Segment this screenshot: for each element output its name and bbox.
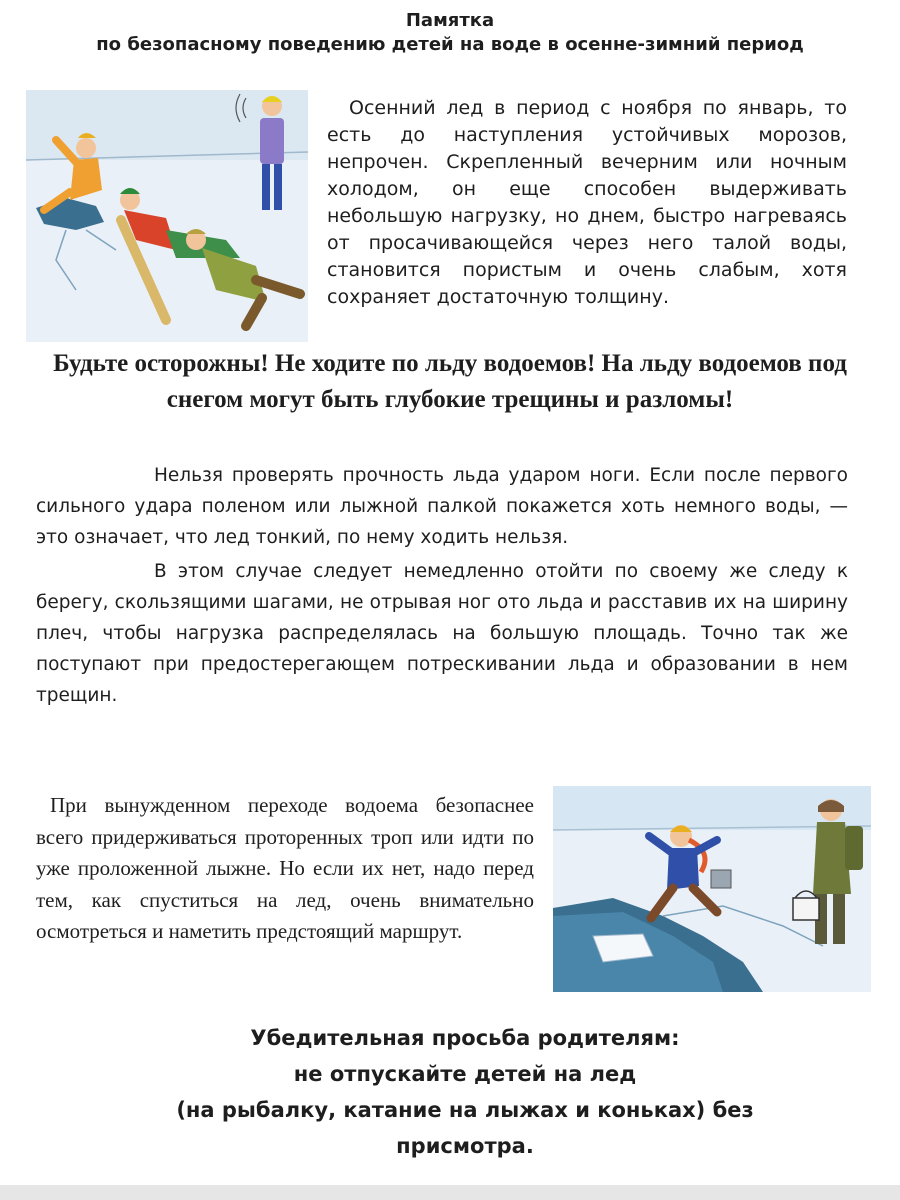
- leaflet-title: Памятка: [405, 10, 495, 31]
- ice-rescue-drawing: [26, 90, 308, 342]
- ice-crack-drawing: [553, 786, 871, 992]
- closing-line-2: не отпускайте детей на лед: [293, 1062, 637, 1086]
- ice-rescue-illustration: [26, 90, 308, 342]
- closing-line-3: (на рыбалку, катание на лыжах и коньках) без: [176, 1098, 754, 1122]
- closing-line-1: Убедительная просьба родителям:: [250, 1026, 680, 1050]
- warning-heading: Будьте осторожны! Не ходите по льду водоемов! На льду водоемов под снегом могут быть глубокие трещины и разломы!: [53, 350, 847, 413]
- ice-crack-illustration: [553, 786, 871, 992]
- crossing-paragraph: При вынужденном переходе водоема безопаснее всего придерживаться проторенных троп или идти по уже проложенной лыжне. Но если их нет, надо перед тем, как спуститься на лед, очень внимательно осмотреться и наметить предстоящий маршрут.: [36, 793, 534, 943]
- page-bottom-bar: [0, 1185, 900, 1200]
- intro-paragraph: Осенний лед в период с ноября по январь, то есть до наступления устойчивых морозов, непрочен. Скрепленный вечерним или ночным холодом, он еще способен выдерживать небольшую нагрузку, но днем, быстро нагреваясь от просачивающейся через него талой воды, становится пористым и очень слабым, хотя сохраняет достаточную толщину.: [327, 97, 847, 308]
- ice-test-paragraph: Нельзя проверять прочность льда ударом ноги. Если после первого сильного удара поленом или лыжной палкой покажется хоть немного воды, — это означает, что лед тонкий, по нему ходить нельзя.: [36, 465, 848, 548]
- closing-line-4: присмотра.: [396, 1134, 534, 1158]
- retreat-paragraph: В этом случае следует немедленно отойти по своему же следу к берегу, скользящими шагами, не отрывая ног ото льда и расставив их на ширину плеч, чтобы нагрузка распределялась на большую площадь. Точно так же поступают при предостерегающем потрескивании льда и образовании в нем трещин.: [36, 561, 848, 706]
- leaflet-subtitle: по безопасному поведению детей на воде в осенне-зимний период: [96, 34, 804, 55]
